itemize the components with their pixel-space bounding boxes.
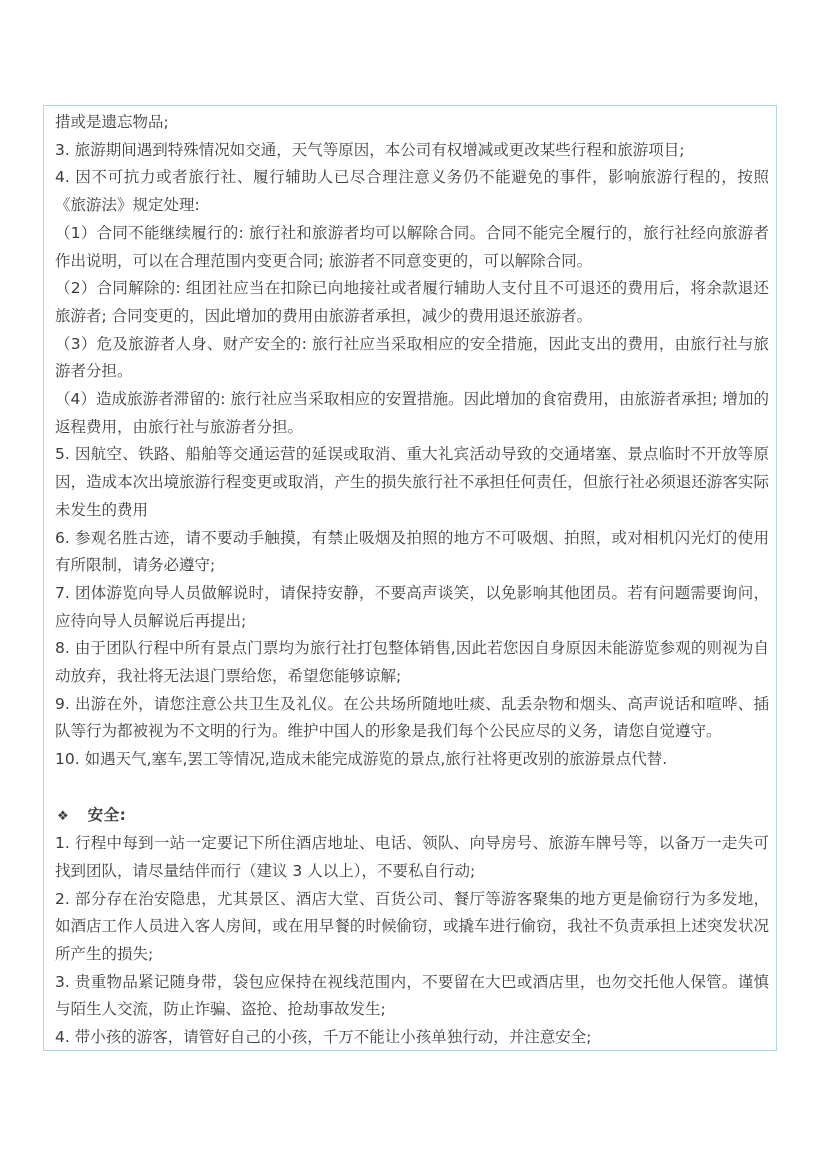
safety-heading-label: 安全: [87, 805, 127, 824]
blank-line-spacer [55, 774, 769, 802]
notice-item-8: 8. 由于团队行程中所有景点门票均为旅行社打包整体销售,因此若您因自身原因未能游览参观的则视为自动放弃，我社将无法退门票给您，希望您能够谅解; [55, 639, 769, 686]
notice-item-9: 9. 出游在外，请您注意公共卫生及礼仪。在公共场所随地吐痰、乱丢杂物和烟头、高声说话和喧哗、插队等行为都被视为不文明的行为。维护中国人的形象是我们每个公民应尽的义务，请您自觉遵守。 [55, 694, 769, 741]
safety-section-heading [55, 802, 769, 831]
notice-item-6: 6. 参观名胜古迹，请不要动手触摸，有禁止吸烟及拍照的地方不可吸烟、拍照，或对相机闪光灯的使用有所限制，请务必遵守; [55, 528, 769, 575]
notice-item-4: 4. 因不可抗力或者旅行社、履行辅助人已尽合理注意义务仍不能避免的事件，影响旅游行程的，按照《旅游法》规定处理: [55, 168, 769, 215]
diamond-bullet-icon: ❖ [57, 808, 69, 824]
safety-item-4: 4. 带小孩的游客，请管好自己的小孩，千万不能让小孩单独行动，并注意安全; [55, 1028, 592, 1047]
safety-item-2: 2. 部分存在治安隐患，尤其景区、酒店大堂、百货公司、餐厅等游客聚集的地方更是偷窃行为多发地，如酒店工作人员进入客人房间，或在用早餐的时候偷窃，或撬车进行偷窃，我社不负责承担上述突发状况所产生的损失; [55, 889, 769, 964]
safety-item-3: 3. 贵重物品紧记随身带，袋包应保持在视线范围内，不要留在大巴或酒店里，也勿交托他人保管。谨慎与陌生人交流，防止诈骗、盗抢、抢劫事故发生; [55, 972, 769, 1019]
notice-item-7: 7. 团体游览向导人员做解说时，请保持安静，不要高声谈笑，以免影响其他团员。若有问题需要询问，应待向导人员解说后再提出; [55, 583, 769, 630]
paragraph-continuation: 措或是遗忘物品; [55, 113, 169, 131]
safety-item-1: 1. 行程中每到一站一定要记下所住酒店地址、电话、领队、向导房号、旅游车牌号等，以备万一走失可找到团队，请尽量结伴而行（建议 3 人以上），不要私自行动; [55, 834, 769, 880]
notice-item-4-sub-1: （1）合同不能继续履行的: 旅行社和旅游者均可以解除合同。合同不能完全履行的，旅行社经向旅游者作出说明，可以在合理范围内变更合同; 旅游者不同意变更的，可以解除合同。 [55, 223, 769, 270]
notice-item-10: 10. 如遇天气,塞车,罢工等情况,造成未能完成游览的景点,旅行社将更改别的旅游景点代替. [55, 750, 668, 769]
notice-item-4-sub-3: （3）危及旅游者人身、财产安全的: 旅行社应当采取相应的安全措施，因此支出的费用，由旅行社与旅游者分担。 [55, 334, 769, 381]
notice-item-4-sub-2: （2）合同解除的: 组团社应当在扣除已向地接社或者履行辅助人支付且不可退还的费用后，将余款退还旅游者; 合同变更的，因此增加的费用由旅游者承担，减少的费用退还旅游者。 [55, 279, 769, 325]
notice-item-4-sub-4: （4）造成旅游者滞留的: 旅行社应当采取相应的安置措施。因此增加的食宿费用，由旅游者承担; 增加的返程费用，由旅行社与旅游者分担。 [55, 390, 769, 436]
notice-item-3: 3. 旅游期间遇到特殊情况如交通，天气等原因，本公司有权增减或更改某些行程和旅游项目; [55, 140, 685, 159]
notice-content-box [43, 105, 777, 1051]
notice-item-5: 5. 因航空、铁路、船舶等交通运营的延误或取消、重大礼宾活动导致的交通堵塞、景点临时不开放等原因，造成本次出境旅游行程变更或取消，产生的损失旅行社不承担任何责任，但旅行社必须退还游客实际未发生的费用 [55, 445, 769, 519]
